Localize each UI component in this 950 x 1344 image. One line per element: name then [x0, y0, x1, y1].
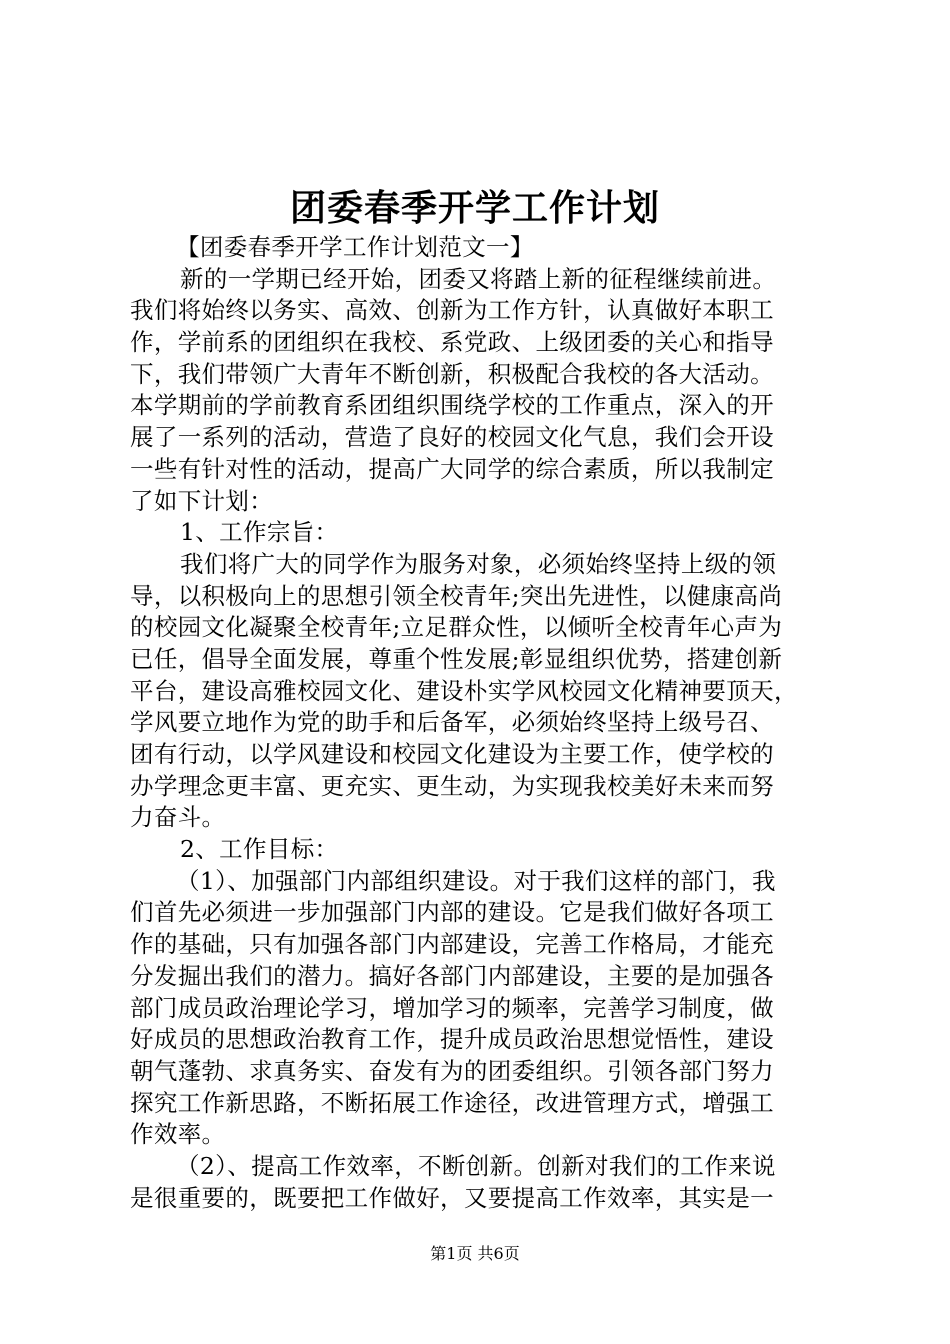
paragraph-line: 导，以积极向上的思想引领全校青年;突出先进性，以健康高尚 [130, 581, 783, 610]
paragraph-line: 们首先必须进一步加强部门内部的建设。它是我们做好各项工 [130, 898, 774, 927]
paragraph-line: 分发掘出我们的潜力。搞好各部门内部建设，主要的是加强各 [130, 961, 774, 990]
paragraph-line: 展了一系列的活动，营造了良好的校园文化气息，我们会开设 [130, 423, 774, 452]
paragraph-line: 作，学前系的团组织在我校、系党政、上级团委的关心和指导 [130, 328, 774, 357]
section-heading: 2、工作目标： [180, 835, 339, 864]
paragraph-line: 朝气蓬勃、求真务实、奋发有为的团委组织。引领各部门努力 [130, 1056, 774, 1085]
paragraph-line: 办学理念更丰富、更充实、更生动，为实现我校美好未来而努 [130, 771, 774, 800]
paragraph-line: 已任，倡导全面发展，尊重个性发展;彰显组织优势，搭建创新 [130, 644, 783, 673]
paragraph-line: 好成员的思想政治教育工作，提升成员政治思想觉悟性，建设 [130, 1025, 774, 1054]
paragraph-line: 我们将始终以务实、高效、创新为工作方针，认真做好本职工 [130, 296, 774, 325]
paragraph-line: （2）、提高工作效率，不断创新。创新对我们的工作来说 [176, 1151, 776, 1180]
paragraph-line: 本学期前的学前教育系团组织围绕学校的工作重点，深入的开 [130, 391, 774, 420]
paragraph-line: 一些有针对性的活动，提高广大同学的综合素质，所以我制定 [130, 454, 774, 483]
paragraph-line: 探究工作新思路，不断拓展工作途径，改进管理方式，增强工 [130, 1088, 774, 1117]
document-body [130, 232, 830, 1214]
paragraph-line: 作效率。 [130, 1120, 226, 1149]
paragraph-line: 团有行动，以学风建设和校园文化建设为主要工作，使学校的 [130, 740, 774, 768]
paragraph-line: 学风要立地作为党的助手和后备军，必须始终坚持上级号召、 [130, 708, 774, 737]
paragraph-line: 下，我们带领广大青年不断创新，积极配合我校的各大活动。 [130, 359, 774, 388]
page-footer: 第1页 共6页 [430, 1244, 520, 1263]
paragraph-line: 新的一学期已经开始，团委又将踏上新的征程继续前进。 [180, 264, 777, 293]
section-heading: 【团委春季开学工作计划范文一】 [176, 233, 534, 261]
paragraph-line: 了如下计划： [130, 486, 274, 515]
document-title: 团委春季开学工作计划 [289, 187, 660, 229]
section-heading: 1、工作宗旨： [180, 518, 339, 547]
paragraph-line: 部门成员政治理论学习，增加学习的频率，完善学习制度，做 [130, 993, 774, 1022]
paragraph-line: （1）、加强部门内部组织建设。对于我们这样的部门，我 [176, 866, 776, 895]
paragraph-line: 我们将广大的同学作为服务对象，必须始终坚持上级的领 [180, 549, 777, 578]
paragraph-line: 力奋斗。 [130, 803, 226, 832]
paragraph-line: 是很重要的，既要把工作做好，又要提高工作效率，其实是一 [130, 1183, 774, 1212]
paragraph-line: 平台，建设高雅校园文化、建设朴实学风校园文化精神要顶天， [130, 676, 798, 705]
paragraph-line: 作的基础，只有加强各部门内部建设，完善工作格局，才能充 [130, 930, 774, 959]
paragraph-line: 的校园文化凝聚全校青年;立足群众性，以倾听全校青年心声为 [130, 613, 783, 642]
